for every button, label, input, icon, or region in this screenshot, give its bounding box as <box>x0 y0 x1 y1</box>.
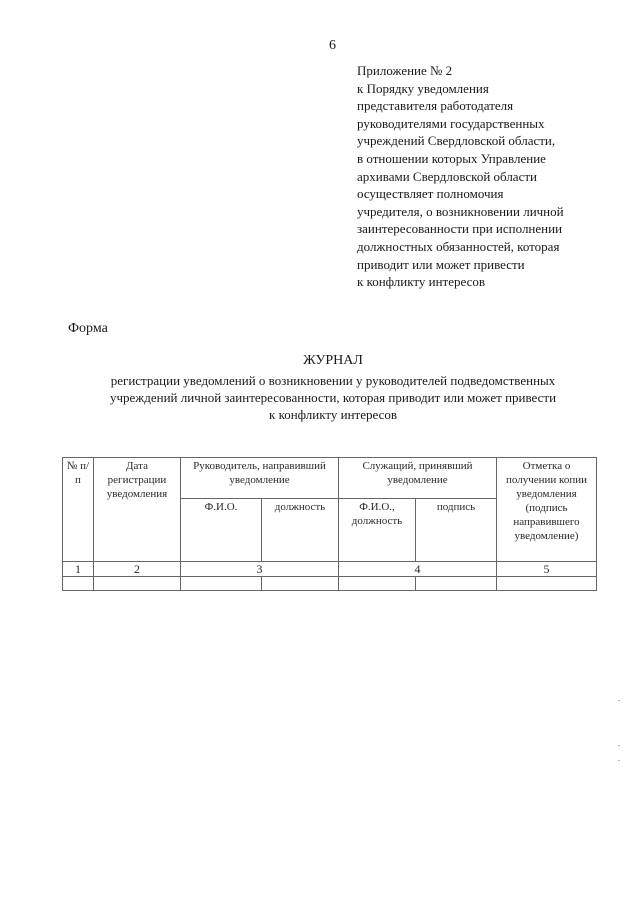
header-mark: Отметка о получении копии уведомления (подпись направившего уведомление) <box>497 458 597 562</box>
table-cell[interactable] <box>416 577 497 591</box>
appendix-line: руководителями государственных <box>357 115 545 131</box>
appendix-line: представителя работодателя <box>357 98 514 114</box>
table-cell[interactable] <box>63 577 94 591</box>
header-employee-fio: Ф.И.О., должность <box>339 499 416 562</box>
appendix-line: учредителя, о возникновении личной <box>357 203 564 219</box>
appendix-line: учреждений Свердловской области, <box>357 133 556 149</box>
table-cell[interactable] <box>339 577 416 591</box>
column-number: 5 <box>497 562 597 577</box>
appendix-line: должностных обязанностей, которая <box>357 238 560 254</box>
journal-heading <box>50 353 616 423</box>
header-head-fio: Ф.И.О. <box>181 499 262 562</box>
column-number: 4 <box>339 562 497 577</box>
register-table <box>62 457 597 591</box>
appendix-line: заинтересованности при исполнении <box>357 221 563 237</box>
column-number: 3 <box>181 562 339 577</box>
journal-subtitle <box>50 372 616 423</box>
appendix-line: в отношении которых Управление <box>357 150 546 166</box>
column-number: 2 <box>94 562 181 577</box>
appendix-line: к Порядку уведомления <box>357 80 489 96</box>
scan-artifact <box>618 700 620 701</box>
table-cell[interactable] <box>94 577 181 591</box>
header-num: № п/п <box>63 458 94 562</box>
page-number: 6 <box>329 38 336 53</box>
appendix-line: осуществляет полномочия <box>357 186 504 202</box>
header-head-position: должность <box>262 499 339 562</box>
header-employee: Служащий, принявший уведомление <box>339 458 497 499</box>
header-head: Руководитель, направивший уведомление <box>181 458 339 499</box>
table-header-row <box>63 458 597 499</box>
column-number-row <box>63 562 597 577</box>
appendix-line: архивами Свердловской области <box>357 168 537 184</box>
scan-artifact <box>618 745 620 746</box>
journal-subtitle-line: к конфликту интересов <box>269 407 397 422</box>
header-date: Дата регистрации уведомления <box>94 458 181 562</box>
journal-subtitle-line: регистрации уведомлений о возникновении у руководителей подведомственных <box>110 373 556 388</box>
table-cell[interactable] <box>262 577 339 591</box>
appendix-line: к конфликту интересов <box>357 274 485 290</box>
table-row <box>63 577 597 591</box>
appendix-line: Приложение № 2 <box>357 63 453 78</box>
table-cell[interactable] <box>497 577 597 591</box>
form-label: Форма <box>68 321 108 336</box>
table-cell[interactable] <box>181 577 262 591</box>
journal-subtitle-line: учреждений личной заинтересованности, которая приводит или может привести <box>109 390 557 405</box>
appendix-block <box>357 62 617 291</box>
header-employee-signature: подпись <box>416 499 497 562</box>
journal-title: ЖУРНАЛ <box>303 353 363 368</box>
appendix-line: приводит или может привести <box>357 256 525 272</box>
scan-artifact <box>618 760 620 761</box>
column-number: 1 <box>63 562 94 577</box>
